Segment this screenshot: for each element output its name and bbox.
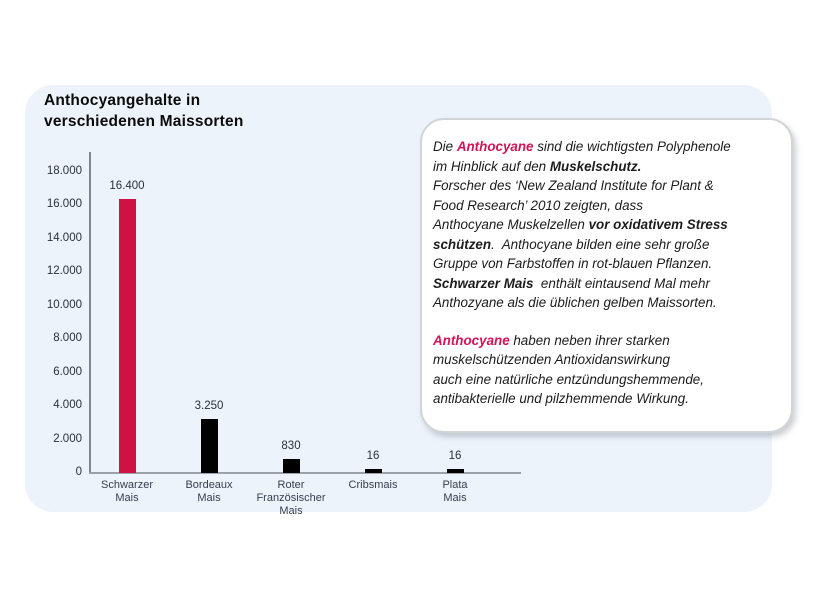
category-label-line: Roter xyxy=(277,479,305,491)
text-segment: im Hinblick auf den xyxy=(433,158,550,174)
text-segment: . Anthocyane bilden eine sehr große xyxy=(491,236,710,252)
category-label-line: Mais xyxy=(443,492,467,504)
text-segment: Die xyxy=(433,139,457,154)
text-segment: Gruppe von Farbstoffen in rot-blauen Pflanzen. xyxy=(433,256,713,271)
anthocyane-highlight: Anthocyane xyxy=(433,332,510,348)
info-box xyxy=(420,118,793,433)
info-text-line xyxy=(433,215,779,235)
info-text-line xyxy=(433,235,779,255)
info-text-line xyxy=(433,293,779,313)
chart-title-line2: verschiedenen Maissorten xyxy=(44,113,244,130)
category-label-line: Bordeaux xyxy=(185,479,233,491)
info-text-line xyxy=(433,274,779,294)
value-label-schwarzer-mais: 16.400 xyxy=(109,179,145,192)
info-text-line xyxy=(433,137,779,157)
value-label-bordeaux-mais: 3.250 xyxy=(194,399,224,412)
category-label-line: Schwarzer xyxy=(101,479,153,491)
info-text-line xyxy=(433,176,779,196)
category-label-line: Cribsmais xyxy=(348,479,398,491)
bar-roter-franz-sischer-mais xyxy=(283,459,300,473)
y-tick-label-0: 0 xyxy=(75,466,82,478)
info-text-line xyxy=(433,370,779,390)
category-label-line: Mais xyxy=(279,505,303,517)
y-tick-label-18-000: 18.000 xyxy=(46,165,82,177)
y-tick-label-12-000: 12.000 xyxy=(46,265,82,278)
bold-text-segment: Muskelschutz. xyxy=(549,158,642,174)
bar-schwarzer-mais xyxy=(119,199,136,473)
y-tick-label-10-000: 10.000 xyxy=(46,298,82,311)
info-text-line xyxy=(433,331,779,351)
text-segment: auch eine natürliche entzündungshemmende, xyxy=(433,371,704,387)
bold-text-segment: vor oxidativem Stress xyxy=(588,217,728,232)
value-label-cribsmais: 16 xyxy=(366,450,380,462)
info-paragraph-2 xyxy=(433,331,779,409)
text-segment: antibakterielle und pilzhemmende Wirkung. xyxy=(433,391,689,406)
bar-plata-mais xyxy=(447,469,464,473)
y-tick-label-14-000: 14.000 xyxy=(46,231,82,244)
y-axis-line xyxy=(89,152,91,473)
y-tick-label-16-000: 16.000 xyxy=(46,198,82,211)
anthocyane-highlight: Anthocyane xyxy=(456,139,534,154)
y-tick-label-6-000: 6.000 xyxy=(53,365,82,378)
value-label-roter-franz-sischer-mais: 830 xyxy=(281,440,301,453)
text-segment: muskelschützenden Antioxidanswirkung xyxy=(433,352,670,367)
category-label-line: Französischer xyxy=(256,492,326,504)
text-segment: Food Research’ 2010 zeigten, dass xyxy=(433,197,643,213)
category-label-line: Mais xyxy=(115,492,139,504)
info-text-line xyxy=(433,196,779,216)
text-segment: haben neben ihrer starken xyxy=(509,332,670,348)
category-label-plata-mais xyxy=(400,479,510,505)
category-label-line: Plata xyxy=(442,479,468,491)
bar-cribsmais xyxy=(365,469,382,473)
value-label-plata-mais: 16 xyxy=(448,450,462,462)
info-text-line xyxy=(433,157,779,177)
chart-title-line1: Anthocyangehalte in xyxy=(44,92,201,109)
text-segment: Anthocyane Muskelzellen xyxy=(433,217,589,232)
bold-text-segment: schützen xyxy=(433,236,492,252)
y-tick-label-8-000: 8.000 xyxy=(53,332,82,345)
text-segment: Forscher des ‘New Zealand Institute for Plant & xyxy=(433,178,714,193)
info-paragraph-1 xyxy=(433,137,779,313)
info-text-line xyxy=(433,254,779,274)
category-label-line: Mais xyxy=(197,492,221,504)
info-text-line xyxy=(433,389,779,409)
bar-bordeaux-mais xyxy=(201,419,218,473)
text-segment: Anthozyane als die üblichen gelben Maissorten. xyxy=(433,295,717,310)
text-segment: enthält eintausend Mal mehr xyxy=(533,275,710,291)
chart-title xyxy=(44,90,244,132)
bold-text-segment: Schwarzer Mais xyxy=(433,275,534,291)
info-text-line xyxy=(433,350,779,370)
y-tick-label-4-000: 4.000 xyxy=(53,399,82,412)
text-segment: sind die wichtigsten Polyphenole xyxy=(533,139,731,154)
y-tick-label-2-000: 2.000 xyxy=(53,432,82,445)
